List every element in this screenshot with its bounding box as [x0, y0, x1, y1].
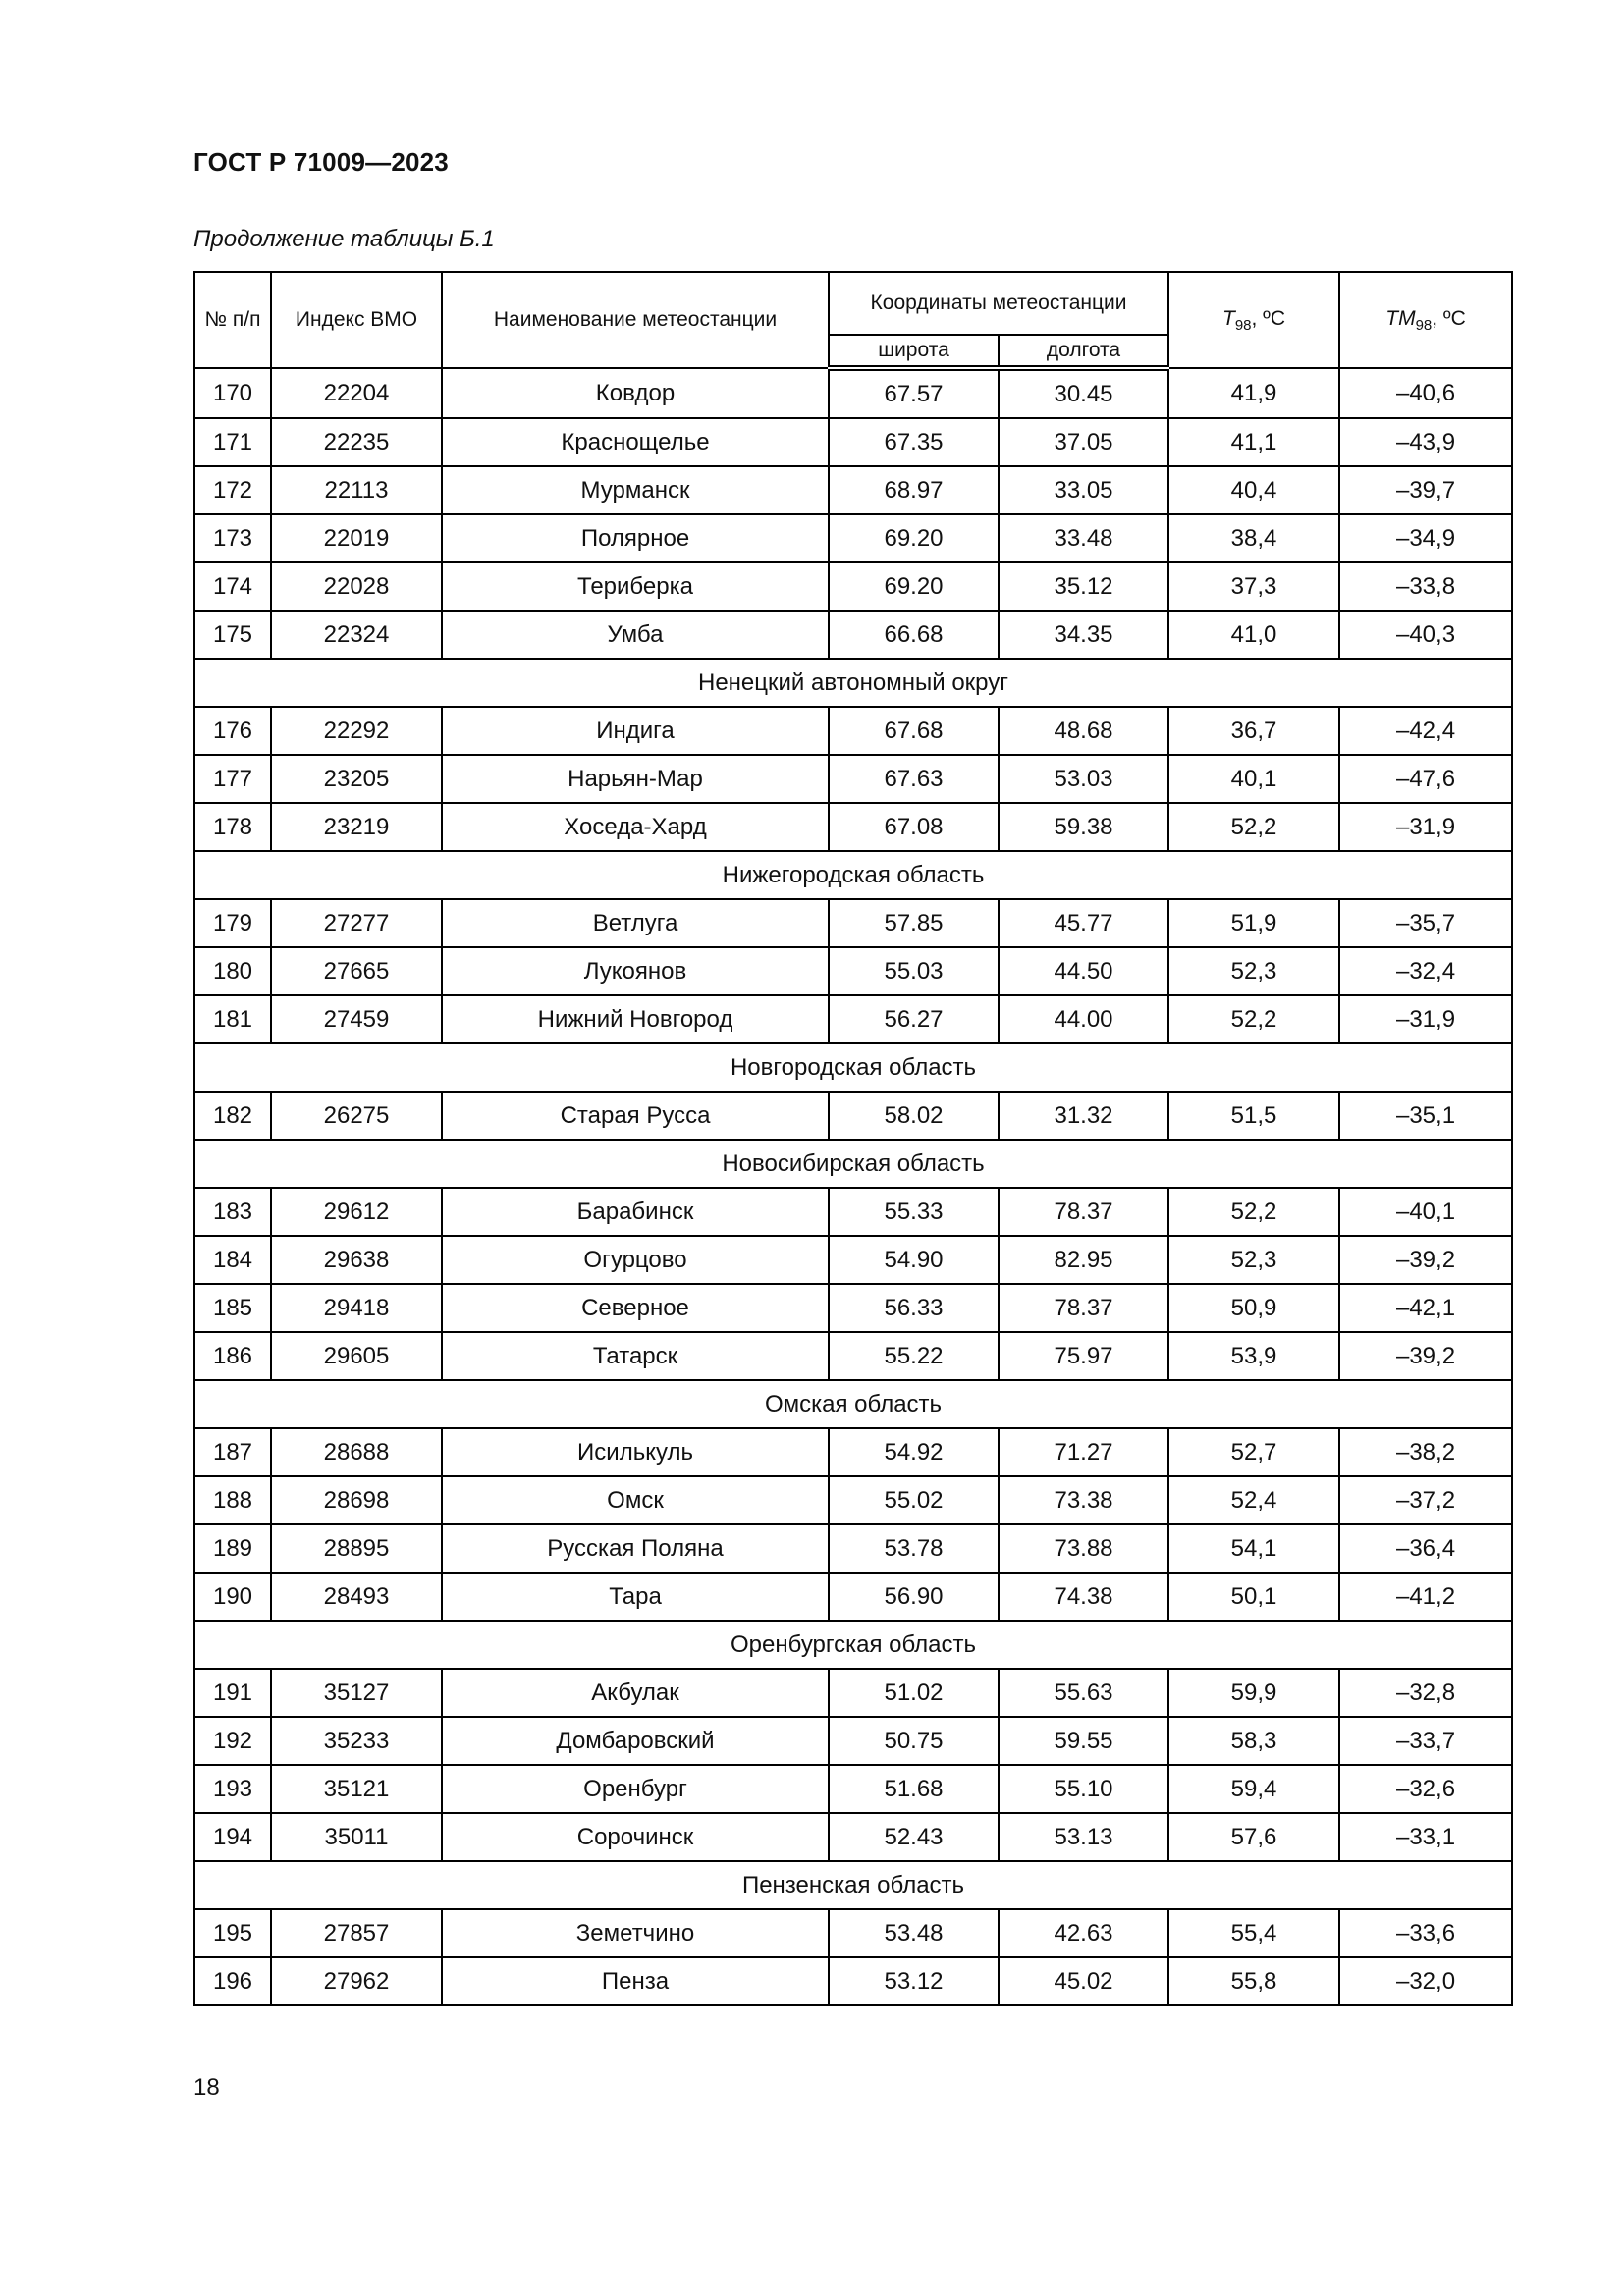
cell-longitude: 73.38	[999, 1476, 1168, 1524]
cell-num: 184	[194, 1236, 271, 1284]
cell-latitude: 67.68	[829, 707, 999, 755]
cell-longitude: 53.03	[999, 755, 1168, 803]
cell-num: 196	[194, 1957, 271, 2005]
cell-longitude: 55.63	[999, 1669, 1168, 1717]
region-name: Нижегородская область	[194, 851, 1512, 899]
cell-wmo-index: 27962	[271, 1957, 442, 2005]
table-row	[194, 1428, 1512, 1476]
cell-station-name: Мурманск	[442, 466, 829, 514]
cell-station-name: Тара	[442, 1573, 829, 1621]
header-station-name: Наименование метеостанции	[442, 272, 829, 368]
cell-num: 186	[194, 1332, 271, 1380]
cell-t98: 40,4	[1168, 466, 1339, 514]
cell-latitude: 67.08	[829, 803, 999, 851]
cell-longitude: 78.37	[999, 1284, 1168, 1332]
region-row	[194, 659, 1512, 707]
cell-tm98: –38,2	[1339, 1428, 1512, 1476]
cell-wmo-index: 29605	[271, 1332, 442, 1380]
cell-station-name: Татарск	[442, 1332, 829, 1380]
cell-num: 183	[194, 1188, 271, 1236]
cell-num: 171	[194, 418, 271, 466]
cell-latitude: 55.02	[829, 1476, 999, 1524]
cell-tm98: –39,7	[1339, 466, 1512, 514]
cell-wmo-index: 23205	[271, 755, 442, 803]
cell-latitude: 56.90	[829, 1573, 999, 1621]
cell-tm98: –35,7	[1339, 899, 1512, 947]
cell-num: 194	[194, 1813, 271, 1861]
cell-station-name: Омск	[442, 1476, 829, 1524]
cell-num: 190	[194, 1573, 271, 1621]
cell-tm98: –41,2	[1339, 1573, 1512, 1621]
cell-num: 175	[194, 611, 271, 659]
page-number: 18	[193, 2074, 220, 2101]
cell-station-name: Сорочинск	[442, 1813, 829, 1861]
header-tm98-subscript: 98	[1415, 316, 1433, 334]
table-row	[194, 1813, 1512, 1861]
table-row	[194, 368, 1512, 418]
cell-station-name: Исилькуль	[442, 1428, 829, 1476]
cell-station-name: Ковдор	[442, 368, 829, 418]
header-t98-symbol: T	[1222, 306, 1235, 330]
cell-station-name: Краснощелье	[442, 418, 829, 466]
cell-tm98: –39,2	[1339, 1332, 1512, 1380]
cell-tm98: –40,1	[1339, 1188, 1512, 1236]
cell-longitude: 44.50	[999, 947, 1168, 995]
cell-longitude: 82.95	[999, 1236, 1168, 1284]
cell-wmo-index: 28688	[271, 1428, 442, 1476]
cell-wmo-index: 22324	[271, 611, 442, 659]
cell-num: 172	[194, 466, 271, 514]
cell-station-name: Огурцово	[442, 1236, 829, 1284]
cell-tm98: –33,1	[1339, 1813, 1512, 1861]
cell-longitude: 33.05	[999, 466, 1168, 514]
cell-wmo-index: 28895	[271, 1524, 442, 1573]
cell-station-name: Северное	[442, 1284, 829, 1332]
table-row	[194, 803, 1512, 851]
table-row	[194, 1188, 1512, 1236]
cell-t98: 41,0	[1168, 611, 1339, 659]
cell-latitude: 66.68	[829, 611, 999, 659]
cell-latitude: 55.33	[829, 1188, 999, 1236]
cell-longitude: 45.77	[999, 899, 1168, 947]
cell-num: 180	[194, 947, 271, 995]
cell-tm98: –32,6	[1339, 1765, 1512, 1813]
cell-latitude: 50.75	[829, 1717, 999, 1765]
cell-longitude: 48.68	[999, 707, 1168, 755]
table-row	[194, 1909, 1512, 1957]
cell-station-name: Ветлуга	[442, 899, 829, 947]
table-body	[194, 368, 1512, 2005]
cell-t98: 38,4	[1168, 514, 1339, 562]
cell-station-name: Домбаровский	[442, 1717, 829, 1765]
region-row	[194, 1380, 1512, 1428]
cell-longitude: 42.63	[999, 1909, 1168, 1957]
cell-station-name: Барабинск	[442, 1188, 829, 1236]
cell-t98: 50,1	[1168, 1573, 1339, 1621]
table-row	[194, 995, 1512, 1043]
cell-longitude: 55.10	[999, 1765, 1168, 1813]
cell-wmo-index: 29418	[271, 1284, 442, 1332]
cell-latitude: 67.57	[829, 368, 999, 418]
cell-wmo-index: 27857	[271, 1909, 442, 1957]
cell-tm98: –34,9	[1339, 514, 1512, 562]
table-row	[194, 562, 1512, 611]
cell-wmo-index: 35233	[271, 1717, 442, 1765]
cell-longitude: 34.35	[999, 611, 1168, 659]
header-wmo-index: Индекс ВМО	[271, 272, 442, 368]
cell-t98: 52,2	[1168, 803, 1339, 851]
cell-longitude: 53.13	[999, 1813, 1168, 1861]
cell-longitude: 75.97	[999, 1332, 1168, 1380]
cell-t98: 52,4	[1168, 1476, 1339, 1524]
cell-t98: 58,3	[1168, 1717, 1339, 1765]
cell-wmo-index: 27459	[271, 995, 442, 1043]
header-t98	[1168, 272, 1339, 368]
cell-latitude: 58.02	[829, 1092, 999, 1140]
table-row	[194, 1284, 1512, 1332]
cell-tm98: –32,0	[1339, 1957, 1512, 2005]
table-row	[194, 899, 1512, 947]
cell-t98: 52,3	[1168, 1236, 1339, 1284]
cell-tm98: –33,8	[1339, 562, 1512, 611]
cell-wmo-index: 22113	[271, 466, 442, 514]
cell-latitude: 53.78	[829, 1524, 999, 1573]
cell-t98: 57,6	[1168, 1813, 1339, 1861]
cell-num: 181	[194, 995, 271, 1043]
cell-num: 173	[194, 514, 271, 562]
cell-wmo-index: 22204	[271, 368, 442, 418]
cell-tm98: –43,9	[1339, 418, 1512, 466]
header-tm98	[1339, 272, 1512, 368]
cell-t98: 51,5	[1168, 1092, 1339, 1140]
region-name: Омская область	[194, 1380, 1512, 1428]
cell-tm98: –32,4	[1339, 947, 1512, 995]
cell-latitude: 57.85	[829, 899, 999, 947]
table-row	[194, 1765, 1512, 1813]
cell-wmo-index: 22028	[271, 562, 442, 611]
cell-latitude: 51.68	[829, 1765, 999, 1813]
region-name: Пензенская область	[194, 1861, 1512, 1909]
cell-latitude: 68.97	[829, 466, 999, 514]
cell-latitude: 54.90	[829, 1236, 999, 1284]
cell-wmo-index: 29612	[271, 1188, 442, 1236]
cell-t98: 41,9	[1168, 368, 1339, 418]
cell-tm98: –35,1	[1339, 1092, 1512, 1140]
cell-station-name: Индига	[442, 707, 829, 755]
cell-wmo-index: 26275	[271, 1092, 442, 1140]
table-caption: Продолжение таблицы Б.1	[193, 226, 495, 252]
cell-t98: 52,7	[1168, 1428, 1339, 1476]
table-row	[194, 466, 1512, 514]
cell-t98: 40,1	[1168, 755, 1339, 803]
cell-num: 185	[194, 1284, 271, 1332]
cell-longitude: 78.37	[999, 1188, 1168, 1236]
cell-station-name: Нижний Новгород	[442, 995, 829, 1043]
cell-num: 177	[194, 755, 271, 803]
stations-table	[193, 271, 1513, 2006]
cell-t98: 59,9	[1168, 1669, 1339, 1717]
cell-t98: 55,4	[1168, 1909, 1339, 1957]
table-row	[194, 1717, 1512, 1765]
cell-latitude: 56.33	[829, 1284, 999, 1332]
cell-tm98: –47,6	[1339, 755, 1512, 803]
cell-num: 179	[194, 899, 271, 947]
cell-tm98: –31,9	[1339, 995, 1512, 1043]
cell-station-name: Нарьян-Мар	[442, 755, 829, 803]
table-row	[194, 1332, 1512, 1380]
cell-t98: 52,3	[1168, 947, 1339, 995]
header-longitude: долгота	[999, 335, 1168, 368]
cell-t98: 41,1	[1168, 418, 1339, 466]
cell-longitude: 30.45	[999, 368, 1168, 418]
cell-longitude: 59.55	[999, 1717, 1168, 1765]
cell-wmo-index: 22292	[271, 707, 442, 755]
table-row	[194, 707, 1512, 755]
cell-tm98: –42,1	[1339, 1284, 1512, 1332]
cell-latitude: 67.35	[829, 418, 999, 466]
cell-latitude: 67.63	[829, 755, 999, 803]
header-tm98-symbol: TM	[1385, 306, 1416, 330]
cell-wmo-index: 22019	[271, 514, 442, 562]
cell-wmo-index: 23219	[271, 803, 442, 851]
cell-tm98: –32,8	[1339, 1669, 1512, 1717]
cell-wmo-index: 22235	[271, 418, 442, 466]
table-row	[194, 947, 1512, 995]
cell-num: 192	[194, 1717, 271, 1765]
cell-station-name: Лукоянов	[442, 947, 829, 995]
cell-tm98: –39,2	[1339, 1236, 1512, 1284]
cell-latitude: 52.43	[829, 1813, 999, 1861]
cell-wmo-index: 35127	[271, 1669, 442, 1717]
cell-t98: 52,2	[1168, 1188, 1339, 1236]
table-row	[194, 1476, 1512, 1524]
table-row	[194, 755, 1512, 803]
cell-latitude: 54.92	[829, 1428, 999, 1476]
table-row	[194, 1669, 1512, 1717]
cell-station-name: Акбулак	[442, 1669, 829, 1717]
document-title: ГОСТ Р 71009—2023	[193, 147, 449, 177]
cell-station-name: Хоседа-Хард	[442, 803, 829, 851]
cell-station-name: Оренбург	[442, 1765, 829, 1813]
table-row	[194, 1236, 1512, 1284]
cell-t98: 52,2	[1168, 995, 1339, 1043]
cell-tm98: –42,4	[1339, 707, 1512, 755]
table-row	[194, 514, 1512, 562]
cell-station-name: Пенза	[442, 1957, 829, 2005]
cell-tm98: –40,6	[1339, 368, 1512, 418]
cell-num: 188	[194, 1476, 271, 1524]
cell-num: 191	[194, 1669, 271, 1717]
cell-num: 176	[194, 707, 271, 755]
cell-longitude: 33.48	[999, 514, 1168, 562]
cell-wmo-index: 29638	[271, 1236, 442, 1284]
cell-t98: 51,9	[1168, 899, 1339, 947]
cell-t98: 54,1	[1168, 1524, 1339, 1573]
cell-num: 195	[194, 1909, 271, 1957]
cell-t98: 37,3	[1168, 562, 1339, 611]
cell-t98: 55,8	[1168, 1957, 1339, 2005]
table-row	[194, 418, 1512, 466]
cell-longitude: 73.88	[999, 1524, 1168, 1573]
cell-latitude: 69.20	[829, 514, 999, 562]
cell-station-name: Териберка	[442, 562, 829, 611]
cell-longitude: 74.38	[999, 1573, 1168, 1621]
cell-t98: 59,4	[1168, 1765, 1339, 1813]
cell-station-name: Земетчино	[442, 1909, 829, 1957]
cell-latitude: 56.27	[829, 995, 999, 1043]
region-row	[194, 1043, 1512, 1092]
table-row	[194, 1573, 1512, 1621]
cell-num: 182	[194, 1092, 271, 1140]
region-row	[194, 1861, 1512, 1909]
cell-latitude: 55.22	[829, 1332, 999, 1380]
region-row	[194, 851, 1512, 899]
cell-wmo-index: 27665	[271, 947, 442, 995]
region-name: Оренбургская область	[194, 1621, 1512, 1669]
region-name: Новгородская область	[194, 1043, 1512, 1092]
table-row	[194, 611, 1512, 659]
cell-num: 193	[194, 1765, 271, 1813]
cell-longitude: 44.00	[999, 995, 1168, 1043]
cell-latitude: 53.12	[829, 1957, 999, 2005]
cell-longitude: 35.12	[999, 562, 1168, 611]
cell-longitude: 71.27	[999, 1428, 1168, 1476]
region-row	[194, 1621, 1512, 1669]
cell-tm98: –33,6	[1339, 1909, 1512, 1957]
header-tm98-unit: , ºC	[1432, 306, 1466, 330]
table-row	[194, 1524, 1512, 1573]
cell-wmo-index: 27277	[271, 899, 442, 947]
header-t98-unit: , ºC	[1251, 306, 1286, 330]
header-coordinates: Координаты метеостанции	[829, 272, 1168, 335]
cell-station-name: Полярное	[442, 514, 829, 562]
table-row	[194, 1092, 1512, 1140]
cell-wmo-index: 35011	[271, 1813, 442, 1861]
header-t98-subscript: 98	[1234, 316, 1252, 334]
header-num: № п/п	[194, 272, 271, 368]
cell-wmo-index: 35121	[271, 1765, 442, 1813]
cell-num: 170	[194, 368, 271, 418]
cell-tm98: –33,7	[1339, 1717, 1512, 1765]
cell-latitude: 69.20	[829, 562, 999, 611]
cell-longitude: 59.38	[999, 803, 1168, 851]
cell-t98: 36,7	[1168, 707, 1339, 755]
cell-tm98: –31,9	[1339, 803, 1512, 851]
region-row	[194, 1140, 1512, 1188]
cell-num: 189	[194, 1524, 271, 1573]
cell-station-name: Умба	[442, 611, 829, 659]
header-latitude: широта	[829, 335, 999, 368]
cell-latitude: 55.03	[829, 947, 999, 995]
cell-station-name: Старая Русса	[442, 1092, 829, 1140]
region-name: Новосибирская область	[194, 1140, 1512, 1188]
cell-num: 174	[194, 562, 271, 611]
cell-wmo-index: 28698	[271, 1476, 442, 1524]
cell-station-name: Русская Поляна	[442, 1524, 829, 1573]
cell-tm98: –40,3	[1339, 611, 1512, 659]
cell-wmo-index: 28493	[271, 1573, 442, 1621]
cell-longitude: 37.05	[999, 418, 1168, 466]
cell-latitude: 51.02	[829, 1669, 999, 1717]
region-name: Ненецкий автономный округ	[194, 659, 1512, 707]
cell-t98: 53,9	[1168, 1332, 1339, 1380]
cell-longitude: 31.32	[999, 1092, 1168, 1140]
cell-longitude: 45.02	[999, 1957, 1168, 2005]
cell-num: 187	[194, 1428, 271, 1476]
cell-tm98: –37,2	[1339, 1476, 1512, 1524]
cell-num: 178	[194, 803, 271, 851]
cell-tm98: –36,4	[1339, 1524, 1512, 1573]
cell-t98: 50,9	[1168, 1284, 1339, 1332]
table-row	[194, 1957, 1512, 2005]
cell-latitude: 53.48	[829, 1909, 999, 1957]
